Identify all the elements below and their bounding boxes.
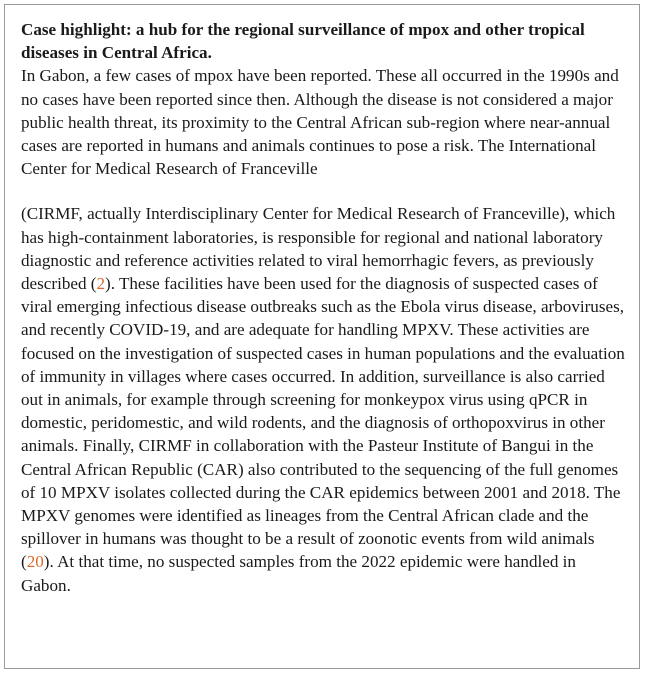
reference-link-2[interactable]: 2 bbox=[96, 274, 106, 294]
reference-link-20[interactable]: 20 bbox=[26, 552, 44, 572]
paragraph-cirmf-text-1: (CIRMF, actually Interdisciplinary Center for Medical Research of Franceville), which has high-containment laboratories, is responsible for regional and national laboratory diagnostic and reference activities related to viral hemorrhagic fevers, as previously described ( bbox=[21, 204, 616, 294]
paragraph-cirmf bbox=[21, 202, 625, 596]
paragraph-cirmf-text-3: ). At that time, no suspected samples from the 2022 epidemic were handled in Gabon. bbox=[21, 552, 576, 595]
case-highlight-heading: Case highlight: a hub for the regional surveillance of mpox and other tropical diseases in Central Africa. bbox=[21, 20, 585, 63]
paragraph-intro: In Gabon, a few cases of mpox have been reported. These all occurred in the 1990s and no cases have been reported since then. Although the disease is not considered a major public health threat, its proximity to the Central African sub-region where near-annual cases are reported in humans and animals continues to pose a risk. The International Center for Medical Research of Franceville bbox=[21, 66, 619, 179]
case-highlight-box bbox=[4, 4, 640, 669]
paragraph-cirmf-text-2: ). These facilities have been used for the diagnosis of suspected cases of viral emerging infectious disease outbreaks such as the Ebola virus disease, arboviruses, and recently COVID-19, and are adequate for handling MPXV. These activities are focused on the investigation of suspected cases in human populations and the evaluation of immunity in villages where cases occurred. In addition, surveillance is also carried out in animals, for example through screening for monkeypox virus using qPCR in domestic, peridomestic, and wild rodents, and the diagnosis of orthopoxvirus in other animals. Finally, CIRMF in collaboration with the Pasteur Institute of Bangui in the Central African Republic (CAR) also contributed to the sequencing of the full genomes of 10 MPXV isolates collected during the CAR epidemics between 2001 and 2018. The MPXV genomes were identified as lineages from the Central African clade and the spillover in humans was thought to be a result of zoonotic events from wild animals ( bbox=[21, 274, 625, 572]
